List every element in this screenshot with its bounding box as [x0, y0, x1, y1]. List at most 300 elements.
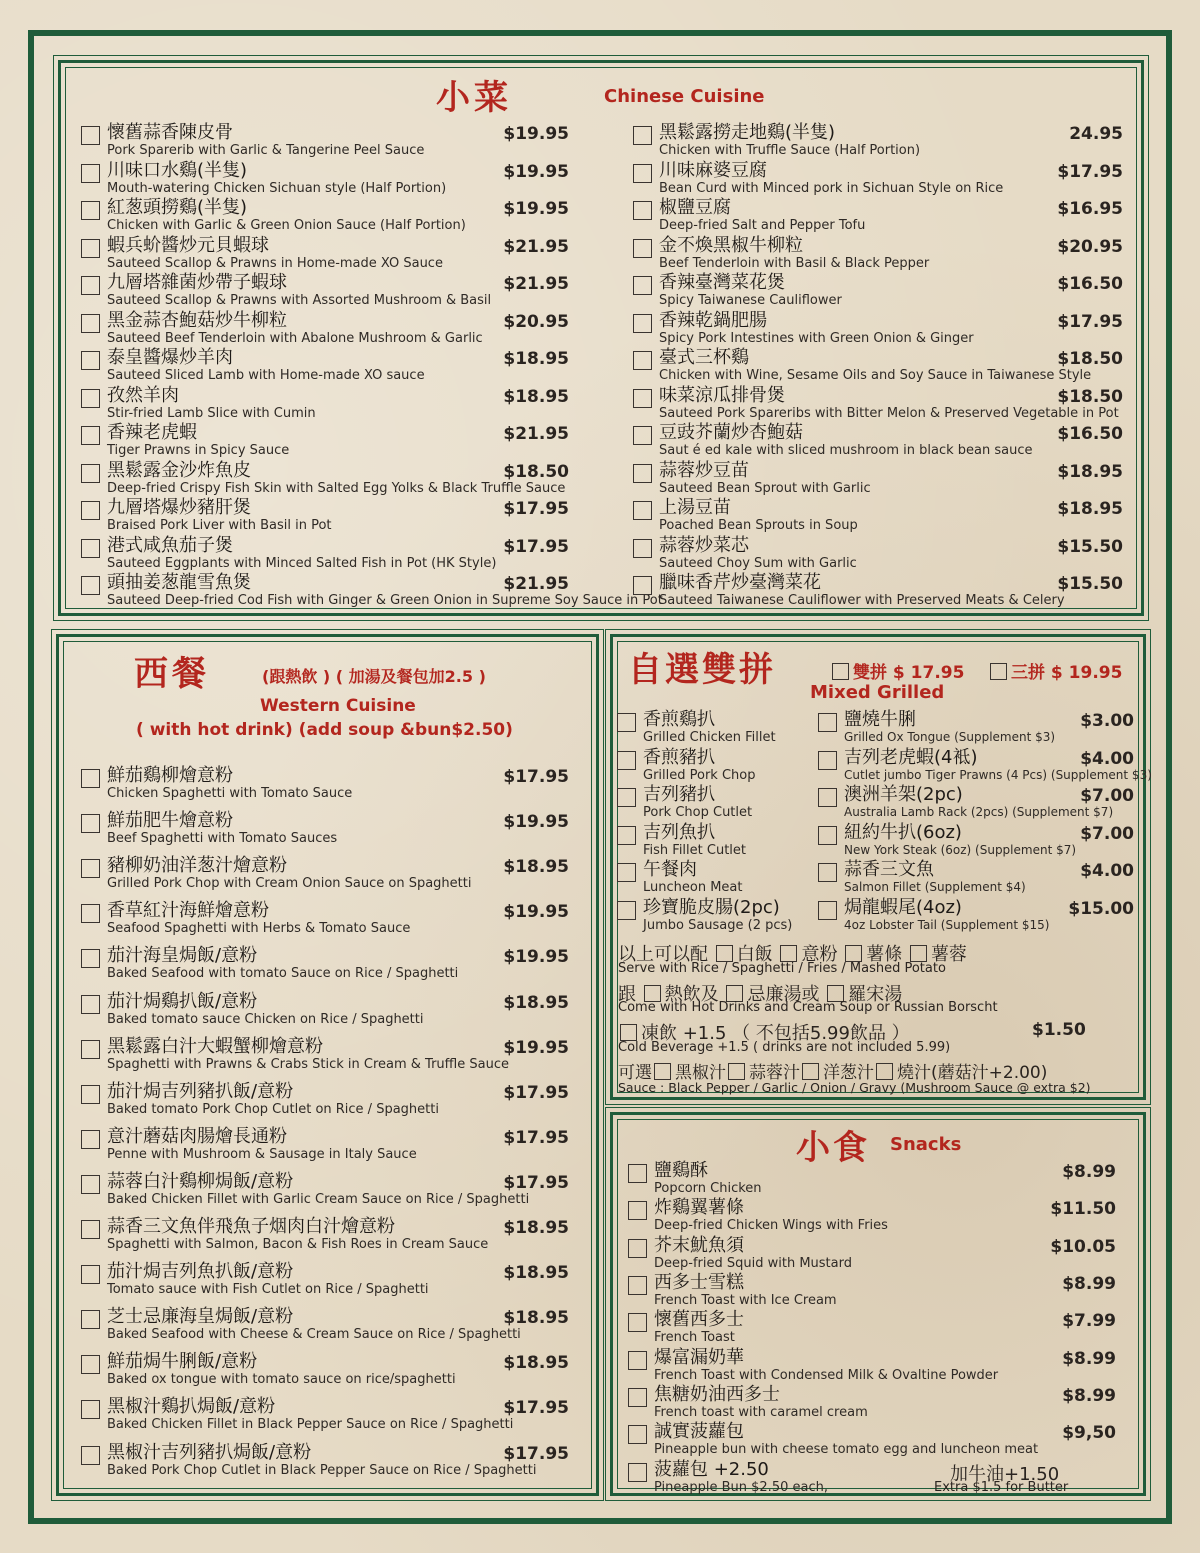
item-name-en: French toast with caramel cream	[654, 1404, 868, 1420]
item-price: $17.95	[503, 1127, 569, 1148]
list-item[interactable]	[81, 946, 571, 982]
list-item[interactable]	[633, 236, 1123, 272]
triple-option-label: 三拼 $ 19.95	[1011, 663, 1123, 683]
hot-drink-label: 熱飲及	[664, 984, 719, 1005]
item-checkbox[interactable]	[81, 814, 100, 833]
item-checkbox[interactable]	[81, 1355, 100, 1374]
mixed-title-en: Mixed Grilled	[810, 682, 945, 703]
item-name-zh: 焦糖奶油西多士	[654, 1383, 780, 1405]
item-checkbox[interactable]	[617, 713, 636, 732]
item-checkbox[interactable]	[628, 1388, 647, 1407]
item-name-en: Tiger Prawns in Spicy Sauce	[107, 443, 290, 458]
item-name-en: Salmon Fillet (Supplement $4)	[844, 880, 1026, 894]
item-price: $4.00	[1080, 748, 1134, 769]
item-name-zh: 紐約牛扒(6oz)	[844, 821, 962, 843]
item-checkbox[interactable]	[633, 126, 652, 145]
item-checkbox[interactable]	[81, 859, 100, 878]
black-pepper-label: 黑椒汁	[675, 1063, 726, 1083]
list-item[interactable]	[81, 1082, 571, 1118]
item-name-zh: 香煎鷄扒	[643, 709, 715, 730]
item-name-zh: 鹽鷄酥	[654, 1160, 708, 1181]
list-item[interactable]	[633, 123, 1123, 159]
item-checkbox[interactable]	[81, 1265, 100, 1284]
list-item[interactable]	[81, 901, 571, 937]
butter-zh: 加牛油+1.50	[950, 1464, 1060, 1485]
black-pepper-checkbox[interactable]	[654, 1063, 671, 1080]
item-price: $21.95	[503, 424, 569, 444]
item-name-zh: 黑椒汁吉列豬扒焗飯/意粉	[107, 1441, 312, 1463]
list-item[interactable]	[81, 1127, 571, 1163]
item-name-zh: 椒鹽豆腐	[659, 197, 731, 218]
item-name-en: Tomato sauce with Fish Cutlet on Rice / Spaghetti	[107, 1282, 429, 1298]
list-item[interactable]	[633, 311, 1123, 347]
item-price: $19.95	[503, 199, 569, 219]
item-checkbox[interactable]	[633, 201, 652, 220]
rice-checkbox[interactable]	[716, 945, 733, 962]
item-price: $17.95	[503, 499, 569, 519]
item-price: $17.95	[503, 1082, 569, 1103]
item-price: $18.95	[503, 386, 569, 407]
double-option-checkbox[interactable]	[832, 663, 849, 680]
item-price: $21.95	[503, 274, 569, 294]
item-name-en: Baked Seafood with Cheese & Cream Sauce on Rice / Spaghetti	[107, 1327, 521, 1343]
item-name-en: Stir-fried Lamb Slice with Cumin	[107, 405, 316, 421]
item-name-en: Sauteed Deep-fried Cod Fish with Ginger & Green Onion in Supreme Soy Sauce in Pot	[107, 593, 663, 608]
item-name-en: Mouth-watering Chicken Sichuan style (Half Portion)	[107, 180, 447, 196]
item-checkbox[interactable]	[81, 314, 100, 333]
item-name-en: French Toast	[654, 1330, 735, 1346]
list-item[interactable]	[818, 746, 1152, 784]
item-checkbox[interactable]	[81, 351, 100, 370]
item-name-en: Jumbo Sausage (2 pcs)	[643, 917, 793, 933]
item-name-en: Sauteed Eggplants with Minced Salted Fish in Pot (HK Style)	[107, 555, 497, 571]
item-checkbox[interactable]	[628, 1164, 647, 1183]
list-item[interactable]	[633, 461, 1123, 497]
item-name-en: Australia Lamb Rack (2pcs) (Supplement $7)	[844, 805, 1114, 819]
item-name-zh: 蒜蓉炒豆苗	[659, 459, 749, 481]
item-name-zh: 香辣老虎蝦	[107, 422, 197, 443]
item-name-zh: 茄汁海皇焗飯/意粉	[107, 945, 258, 967]
item-name-en: Pork Sparerib with Garlic & Tangerine Peel Sauce	[107, 143, 425, 158]
come-with-en: Come with Hot Drinks and Cream Soup or Russian Borscht	[618, 1000, 998, 1015]
snacks-title-zh: 小食	[796, 1128, 870, 1168]
item-name-zh: 香草紅汁海鮮燴意粉	[107, 900, 269, 922]
spaghetti-checkbox[interactable]	[780, 945, 797, 962]
item-name-zh: 臺式三杯鷄	[659, 347, 749, 368]
item-name-zh: 香辣臺灣菜花煲	[659, 272, 785, 293]
item-price: $20.95	[1057, 236, 1123, 257]
item-price: $19.95	[503, 1037, 569, 1058]
item-checkbox[interactable]	[628, 1463, 647, 1482]
item-name-zh: 頭抽姜葱龍雪魚煲	[107, 572, 251, 593]
item-price: $17.95	[503, 1172, 569, 1193]
list-item[interactable]	[628, 1198, 1116, 1234]
item-name-en: Chicken Spaghetti with Tomato Sauce	[107, 786, 353, 801]
item-name-zh: 九層塔雜菌炒帶子蝦球	[107, 272, 287, 293]
item-name-en: Beef Spaghetti with Tomato Sauces	[107, 831, 338, 847]
list-item[interactable]	[633, 161, 1123, 197]
item-name-zh: 鹽燒牛脷	[844, 709, 916, 730]
western-title-zh: 西餐	[134, 654, 210, 694]
item-name-zh: 蒜蓉白汁鷄柳焗飯/意粉	[107, 1170, 294, 1192]
item-price: $18.95	[503, 1218, 569, 1238]
item-name-zh: 珍寶脆皮腸(2pc)	[643, 896, 780, 918]
fries-checkbox[interactable]	[845, 945, 862, 962]
cold-drink-price: $1.50	[1032, 1020, 1086, 1040]
item-name-zh: 黑椒汁鷄扒焗飯/意粉	[107, 1396, 276, 1418]
item-checkbox[interactable]	[633, 389, 652, 408]
item-name-en: Luncheon Meat	[643, 880, 743, 895]
item-price: $17.95	[503, 1443, 569, 1464]
item-checkbox[interactable]	[81, 389, 100, 408]
item-price: $16.95	[1057, 199, 1123, 219]
item-name-zh: 九層塔爆炒豬肝煲	[107, 497, 251, 518]
item-checkbox[interactable]	[628, 1313, 647, 1332]
item-name-en: Penne with Mushroom & Sausage in Italy Sauce	[107, 1146, 417, 1162]
item-name-en: Poached Bean Sprouts in Soup	[659, 518, 858, 533]
item-checkbox[interactable]	[628, 1425, 647, 1444]
list-item[interactable]	[617, 823, 817, 859]
list-item[interactable]	[818, 860, 1134, 896]
item-checkbox[interactable]	[818, 826, 837, 845]
list-item[interactable]	[633, 386, 1123, 422]
garlic-checkbox[interactable]	[728, 1063, 745, 1080]
item-name-zh: 川味麻婆豆腐	[659, 159, 767, 181]
item-name-en: Sauteed Pork Spareribs with Bitter Melon & Preserved Vegetable in Pot	[659, 405, 1119, 421]
item-checkbox[interactable]	[81, 1220, 100, 1239]
item-name-en: Fish Fillet Cutlet	[643, 842, 747, 858]
item-price: $18.50	[1057, 386, 1123, 407]
item-price: $18.95	[503, 1263, 569, 1284]
list-item[interactable]	[81, 536, 571, 572]
list-item[interactable]	[628, 1385, 1116, 1421]
list-item[interactable]	[633, 536, 1123, 572]
list-item[interactable]	[81, 1443, 571, 1479]
item-name-en: Bean Curd with Minced pork in Sichuan Style on Rice	[659, 180, 1004, 196]
list-item[interactable]	[628, 1348, 1116, 1384]
item-name-en: New York Steak (6oz) (Supplement $7)	[844, 842, 1077, 857]
item-checkbox[interactable]	[617, 751, 636, 770]
list-item[interactable]	[628, 1310, 1116, 1346]
item-price: $19.95	[503, 902, 569, 923]
cold-drink-en: Cold Beverage +1.5 ( drinks are not included 5.99)	[618, 1040, 951, 1055]
item-name-en: Baked tomato Pork Chop Cutlet on Rice / Spaghetti	[107, 1101, 439, 1117]
item-price: $21.95	[503, 236, 569, 257]
item-checkbox[interactable]	[633, 501, 652, 520]
mashed-potato-checkbox[interactable]	[910, 945, 927, 962]
item-price: $15.50	[1057, 574, 1123, 594]
item-name-zh: 鮮茄焗牛脷飯/意粉	[107, 1351, 258, 1373]
item-checkbox[interactable]	[81, 1446, 100, 1465]
item-name-zh: 吉列老虎蝦(4袛)	[844, 746, 978, 768]
item-name-zh: 西多士雪糕	[654, 1271, 744, 1293]
item-checkbox[interactable]	[628, 1201, 647, 1220]
list-item[interactable]	[628, 1273, 1116, 1309]
item-name-zh: 芝士忌廉海皇焗飯/意粉	[107, 1306, 294, 1328]
list-item[interactable]	[81, 1172, 571, 1208]
item-checkbox[interactable]	[628, 1276, 647, 1295]
item-name-zh: 臘味香芹炒臺灣菜花	[659, 572, 821, 593]
chinese-cuisine-title-en: Chinese Cuisine	[604, 86, 765, 107]
item-price: $18.50	[503, 461, 569, 482]
item-name-zh: 蒜香三文魚	[844, 859, 934, 880]
item-checkbox[interactable]	[81, 1040, 100, 1059]
item-name-en: Deep-fried Crispy Fish Skin with Salted Egg Yolks & Black Truffle Sauce	[107, 480, 566, 496]
item-price: $17.95	[503, 1398, 569, 1419]
item-checkbox[interactable]	[81, 276, 100, 295]
item-checkbox[interactable]	[633, 576, 652, 595]
item-name-zh: 豬柳奶油洋葱汁燴意粉	[107, 855, 287, 877]
list-item[interactable]	[81, 1307, 571, 1343]
list-item[interactable]	[81, 811, 571, 847]
item-name-zh: 懷舊蒜香陳皮骨	[107, 122, 233, 143]
item-name-en: Chicken with Wine, Sesame Oils and Soy Sauce in Taiwanese Style	[659, 368, 1092, 383]
item-name-en: Cutlet jumbo Tiger Prawns (4 Pcs) (Supplement $3)	[844, 767, 1152, 782]
item-checkbox[interactable]	[81, 904, 100, 923]
list-item[interactable]	[633, 348, 1123, 384]
item-checkbox[interactable]	[81, 769, 100, 788]
item-checkbox[interactable]	[81, 164, 100, 183]
item-name-en: Baked tomato sauce Chicken on Rice / Spaghetti	[107, 1011, 424, 1027]
item-checkbox[interactable]	[633, 351, 652, 370]
item-name-zh: 香辣乾鍋肥腸	[659, 309, 767, 331]
come-prefix: 跟	[618, 984, 636, 1005]
item-price: $18.95	[503, 1308, 569, 1329]
list-item[interactable]	[81, 311, 571, 347]
item-name-zh: 黑鬆露白汁大蝦蟹柳燴意粉	[107, 1035, 323, 1057]
list-item[interactable]	[81, 386, 571, 422]
item-name-zh: 午餐肉	[643, 859, 697, 880]
gravy-label: 燒汁(蘑菇汁+2.00)	[897, 1063, 1048, 1083]
list-item[interactable]	[633, 498, 1123, 534]
list-item[interactable]	[818, 898, 1134, 934]
item-name-en: Chicken with Truffle Sauce (Half Portion)	[659, 143, 921, 158]
list-item[interactable]	[617, 785, 817, 821]
garlic-label: 蒜蓉汁	[749, 1063, 800, 1083]
item-checkbox[interactable]	[633, 426, 652, 445]
list-item[interactable]	[818, 710, 1134, 746]
item-checkbox[interactable]	[81, 501, 100, 520]
item-price: $16.50	[1057, 424, 1123, 444]
item-name-zh: 澳洲羊架(2pc)	[844, 784, 963, 805]
item-checkbox[interactable]	[633, 276, 652, 295]
list-item[interactable]	[81, 1262, 571, 1298]
item-name-zh: 黑鬆露金沙炸魚皮	[107, 459, 251, 481]
item-checkbox[interactable]	[81, 995, 100, 1014]
list-item[interactable]	[617, 898, 817, 934]
list-item[interactable]	[81, 766, 571, 802]
item-name-en: Sauteed Sliced Lamb with Home-made XO sauce	[107, 368, 425, 383]
item-price: $15.50	[1057, 536, 1123, 557]
item-price: $16.50	[1057, 274, 1123, 294]
item-name-en: Saut é ed kale with sliced mushroom in black bean sauce	[659, 443, 1033, 458]
item-checkbox[interactable]	[617, 788, 636, 807]
item-checkbox[interactable]	[81, 426, 100, 445]
item-checkbox[interactable]	[81, 539, 100, 558]
list-item[interactable]	[81, 273, 571, 309]
list-item[interactable]	[81, 348, 571, 384]
item-name-en: Sauteed Scallop & Prawns with Assorted Mushroom & Basil	[107, 293, 492, 308]
item-checkbox[interactable]	[633, 464, 652, 483]
list-item[interactable]	[617, 860, 817, 896]
item-name-zh: 蒜香三文魚伴飛魚子烟肉白汁燴意粉	[107, 1216, 395, 1237]
item-name-en: Chicken with Garlic & Green Onion Sauce (Half Portion)	[107, 218, 466, 233]
list-item[interactable]	[628, 1422, 1116, 1458]
item-name-en: Deep-fried Salt and Pepper Tofu	[659, 218, 866, 233]
item-checkbox[interactable]	[818, 788, 837, 807]
item-price: $18.95	[503, 992, 569, 1013]
item-checkbox[interactable]	[81, 1085, 100, 1104]
item-checkbox[interactable]	[81, 1175, 100, 1194]
item-checkbox[interactable]	[633, 539, 652, 558]
list-item[interactable]	[81, 992, 571, 1028]
list-item[interactable]	[81, 572, 663, 609]
sauce-en: Sauce : Black Pepper / Garlic / Onion / Gravy (Mushroom Sauce @ extra $2)	[618, 1080, 1091, 1095]
list-item[interactable]	[81, 1037, 571, 1073]
item-checkbox[interactable]	[818, 713, 837, 732]
item-name-zh: 鮮茄肥牛燴意粉	[107, 810, 233, 832]
item-checkbox[interactable]	[633, 239, 652, 258]
item-name-zh: 川味口水鷄(半隻)	[107, 159, 248, 181]
list-item[interactable]	[633, 273, 1123, 309]
item-name-zh: 爆富漏奶華	[654, 1346, 744, 1368]
list-item[interactable]	[633, 573, 1123, 609]
list-item[interactable]	[81, 1217, 571, 1253]
borscht-label: 羅宋湯	[848, 984, 903, 1005]
list-item[interactable]	[633, 198, 1123, 234]
item-name-en: Grilled Chicken Fillet	[643, 730, 776, 745]
item-checkbox[interactable]	[81, 576, 100, 595]
western-title-en: Western Cuisine	[260, 696, 416, 716]
item-name-zh: 誠實菠蘿包	[654, 1421, 744, 1443]
list-item[interactable]	[818, 823, 1134, 859]
western-note-zh: (跟熱飲 ) ( 加湯及餐包加2.5 )	[262, 667, 486, 686]
item-name-zh: 焗龍蝦尾(4oz)	[844, 896, 962, 918]
list-item[interactable]	[81, 423, 571, 459]
item-name-en: Spaghetti with Salmon, Bacon & Fish Roes in Cream Sauce	[107, 1237, 489, 1252]
list-item[interactable]	[81, 1352, 571, 1388]
list-item[interactable]	[818, 785, 1134, 821]
item-name-en: Spaghetti with Prawns & Crabs Stick in Cream & Truffle Sauce	[107, 1056, 509, 1072]
item-checkbox[interactable]	[628, 1351, 647, 1370]
item-checkbox[interactable]	[818, 863, 837, 882]
item-name-zh: 蝦兵蚧醬炒元貝蝦球	[107, 234, 269, 256]
item-name-zh: 味菜涼瓜排骨煲	[659, 384, 785, 406]
chinese-cuisine-title-zh: 小菜	[436, 78, 512, 118]
item-name-zh: 金不煥黑椒牛柳粒	[659, 234, 803, 256]
item-name-zh: 茄汁焗鷄扒飯/意粉	[107, 990, 258, 1012]
cold-drink-label: 凍飲 +1.5 （ 不包括5.99飲品 ）	[641, 1023, 910, 1044]
item-price: $7.99	[1062, 1311, 1116, 1332]
item-name-en: Sauteed Taiwanese Cauliflower with Preserved Meats & Celery	[659, 593, 1065, 608]
item-checkbox[interactable]	[818, 751, 837, 770]
item-checkbox[interactable]	[617, 901, 636, 920]
item-name-en: Pineapple Bun $2.50 each,	[654, 1480, 828, 1495]
item-checkbox[interactable]	[81, 126, 100, 145]
onion-checkbox[interactable]	[802, 1063, 819, 1080]
serve-with-en: Serve with Rice / Spaghetti / Fries / Mashed Potato	[618, 961, 946, 976]
item-name-en: Baked Chicken Fillet in Black Pepper Sauce on Rice / Spaghetti	[107, 1417, 514, 1433]
item-name-en: Sauteed Bean Sprout with Garlic	[659, 480, 871, 496]
item-name-zh: 泰皇醬爆炒羊肉	[107, 347, 233, 368]
item-price: $18.95	[503, 1353, 569, 1374]
item-name-zh: 意汁蘑菇肉腸燴長通粉	[107, 1125, 287, 1147]
item-price: $18.95	[1057, 499, 1123, 519]
item-checkbox[interactable]	[617, 826, 636, 845]
list-item[interactable]	[81, 123, 571, 159]
item-price: $19.95	[503, 947, 569, 968]
list-item[interactable]	[81, 461, 571, 497]
item-name-zh: 黑金蒜杏鮑菇炒牛柳粒	[107, 309, 287, 331]
item-name-en: Braised Pork Liver with Basil in Pot	[107, 518, 332, 533]
item-name-en: Popcorn Chicken	[654, 1181, 762, 1196]
list-item[interactable]	[628, 1236, 1116, 1272]
item-checkbox[interactable]	[633, 314, 652, 333]
item-checkbox[interactable]	[81, 949, 100, 968]
list-item[interactable]	[617, 748, 817, 784]
snacks-title-en: Snacks	[890, 1134, 962, 1155]
item-checkbox[interactable]	[818, 901, 837, 920]
item-checkbox[interactable]	[628, 1239, 647, 1258]
gravy-checkbox[interactable]	[876, 1063, 893, 1080]
item-price: $18.95	[1057, 461, 1123, 482]
list-item[interactable]	[81, 498, 571, 534]
item-price: $11.50	[1050, 1199, 1116, 1220]
item-price: $15.00	[1068, 898, 1134, 919]
list-item[interactable]	[617, 710, 817, 746]
fries-label: 薯條	[866, 944, 903, 965]
list-item[interactable]	[81, 856, 571, 892]
double-option-label: 雙拼 $ 17.95	[853, 663, 965, 683]
item-price: $8.99	[1062, 1385, 1116, 1406]
item-name-zh: 菠蘿包 +2.50	[654, 1459, 769, 1480]
item-name-en: Spicy Taiwanese Cauliflower	[659, 293, 842, 308]
mashed-potato-label: 薯蓉	[930, 944, 967, 965]
cold-drink-checkbox[interactable]	[620, 1024, 637, 1041]
list-item[interactable]	[81, 1397, 571, 1433]
item-name-en: Grilled Pork Chop	[643, 767, 756, 783]
item-checkbox[interactable]	[81, 1130, 100, 1149]
item-name-zh: 黑鬆露撈走地鷄(半隻)	[659, 122, 836, 143]
item-checkbox[interactable]	[81, 239, 100, 258]
item-checkbox[interactable]	[81, 1400, 100, 1419]
item-checkbox[interactable]	[633, 164, 652, 183]
list-item[interactable]	[81, 198, 571, 234]
item-price: $8.99	[1062, 1348, 1116, 1369]
western-note-en: ( with hot drink) (add soup &bun$2.50)	[136, 720, 513, 740]
list-item[interactable]	[628, 1161, 1116, 1197]
item-checkbox[interactable]	[81, 1310, 100, 1329]
item-checkbox[interactable]	[81, 201, 100, 220]
item-price: $19.95	[503, 161, 569, 182]
list-item[interactable]	[81, 161, 571, 197]
item-name-zh: 香煎豬扒	[643, 746, 715, 768]
item-checkbox[interactable]	[617, 863, 636, 882]
item-name-en: Baked Seafood with tomato Sauce on Rice / Spaghetti	[107, 966, 459, 982]
list-item[interactable]	[633, 423, 1123, 459]
item-name-en: Grilled Pork Chop with Cream Onion Sauce on Spaghetti	[107, 876, 472, 892]
item-name-zh: 蒜蓉炒菜芯	[659, 534, 749, 556]
list-item[interactable]	[81, 236, 571, 272]
item-name-en: Seafood Spaghetti with Herbs & Tomato Sauce	[107, 921, 411, 937]
item-price: $7.00	[1080, 823, 1134, 844]
item-checkbox[interactable]	[81, 464, 100, 483]
item-name-zh: 吉列豬扒	[643, 784, 715, 805]
item-name-zh: 懷舊西多士	[654, 1309, 744, 1331]
triple-option-checkbox[interactable]	[990, 663, 1007, 680]
item-price: $18.95	[503, 349, 569, 369]
item-price: $7.00	[1080, 786, 1134, 806]
